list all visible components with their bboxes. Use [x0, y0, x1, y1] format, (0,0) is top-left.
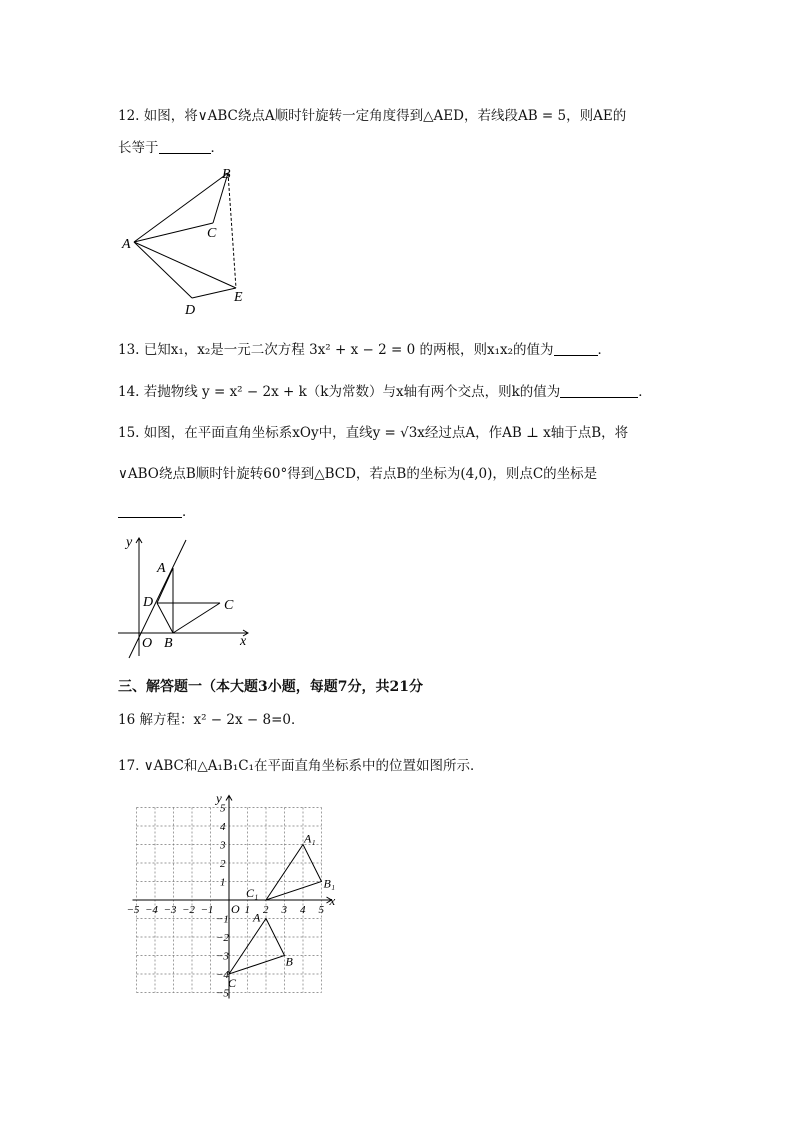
- q15-label-y: y: [126, 535, 133, 550]
- q17-label-O: O: [231, 902, 240, 916]
- q17-label-A1: A₁: [304, 831, 316, 846]
- q12-answer-blank[interactable]: [159, 139, 211, 154]
- y-tick-label: 3: [220, 839, 226, 852]
- x-tick-label: 1: [244, 904, 250, 916]
- q12-text-line1: 12. 如图，将∨ABC绕点A顺时针旋转一定角度得到△AED，若线段AB = 5，则AE的: [118, 108, 627, 124]
- q12-label-B: B: [222, 167, 231, 182]
- q12-label-D: D: [185, 303, 196, 318]
- q16-text: 16 解方程：x² − 2x − 8=0．: [118, 712, 305, 728]
- q14-text-line: [118, 380, 652, 400]
- q14-answer-blank[interactable]: [560, 383, 638, 398]
- q17-label-A: A: [253, 910, 261, 925]
- y-tick-label: −1: [216, 913, 229, 926]
- y-tick-label: −2: [216, 932, 229, 944]
- q15-answer-blank[interactable]: [118, 503, 182, 518]
- q17-label-x: x: [329, 893, 336, 908]
- triangle-A1B1C1: [266, 845, 322, 901]
- q12-text-prefix: 长等于: [118, 140, 159, 156]
- x-tick-label: 5: [318, 904, 324, 916]
- q15-label-B: B: [164, 636, 173, 651]
- q15-label-O: O: [142, 636, 153, 651]
- q17-label-B1: B₁: [323, 876, 336, 891]
- q17-figure: [112, 782, 352, 1004]
- x-tick-label: −4: [145, 904, 158, 916]
- q14-period: ．: [638, 384, 652, 400]
- q17-label-C: C: [228, 976, 237, 990]
- q13-period: ．: [597, 342, 612, 358]
- q15-label-A: A: [157, 561, 166, 576]
- q15-text-line2: ∨ABO绕点B顺时针旋转60°得到△BCD，若点B的坐标为(4,0)，则点C的坐标是: [118, 466, 598, 482]
- q17-text: 17. ∨ABC和△A₁B₁C₁在平面直角坐标系中的位置如图所示．: [118, 758, 484, 774]
- q17-label-y: y: [216, 790, 222, 806]
- x-tick-label: −1: [200, 904, 214, 916]
- x-tick-label: 2: [263, 904, 269, 916]
- section3-heading: 三、解答题一（本大题3小题，每题7分，共21分: [118, 679, 423, 695]
- q12-label-C: C: [207, 226, 217, 241]
- x-tick-label: −5: [126, 904, 140, 916]
- y-tick-label: 2: [220, 858, 226, 870]
- q15-text-line3: [118, 500, 196, 520]
- q12-text-line2: [118, 136, 224, 156]
- q15-label-C: C: [224, 598, 234, 613]
- q12-label-E: E: [234, 290, 243, 305]
- q12-figure: [112, 160, 272, 320]
- q15-label-x: x: [240, 634, 247, 649]
- y-tick-label: −3: [216, 950, 229, 963]
- y-tick-label: 4: [220, 821, 226, 833]
- q13-text: 13. 已知x₁，x₂是一元二次方程 3x² + x − 2 = 0 的两根，则x₁x₂的值为: [118, 342, 554, 358]
- q12-period: ．: [210, 140, 224, 156]
- y-tick-label: 1: [220, 876, 226, 889]
- x-tick-label: −3: [163, 904, 177, 916]
- q17-label-C1: C₁: [246, 886, 259, 900]
- x-tick-label: −2: [182, 904, 195, 916]
- x-tick-label: 3: [281, 904, 287, 916]
- q13-answer-blank[interactable]: [554, 341, 598, 356]
- q15-period: ．: [182, 504, 196, 520]
- q13-text-line: [118, 338, 611, 358]
- y-tick-label: −4: [216, 969, 229, 981]
- q15-text-line1: 15. 如图，在平面直角坐标系xOy中，直线y = √3x经过点A，作AB ⊥ x轴于点B，将: [118, 425, 629, 441]
- q14-text: 14. 若抛物线 y = x² − 2x + k（k为常数）与x轴有两个交点，则k的值为: [118, 384, 561, 400]
- q15-figure: [112, 528, 262, 660]
- q17-label-B: B: [285, 954, 293, 969]
- x-tick-label: 4: [300, 904, 306, 916]
- y-tick-label: 5: [220, 802, 226, 815]
- triangle-ABC: [229, 919, 285, 975]
- q15-label-D: D: [143, 595, 154, 610]
- q12-label-A: A: [122, 237, 131, 252]
- y-tick-label: −5: [216, 987, 229, 1000]
